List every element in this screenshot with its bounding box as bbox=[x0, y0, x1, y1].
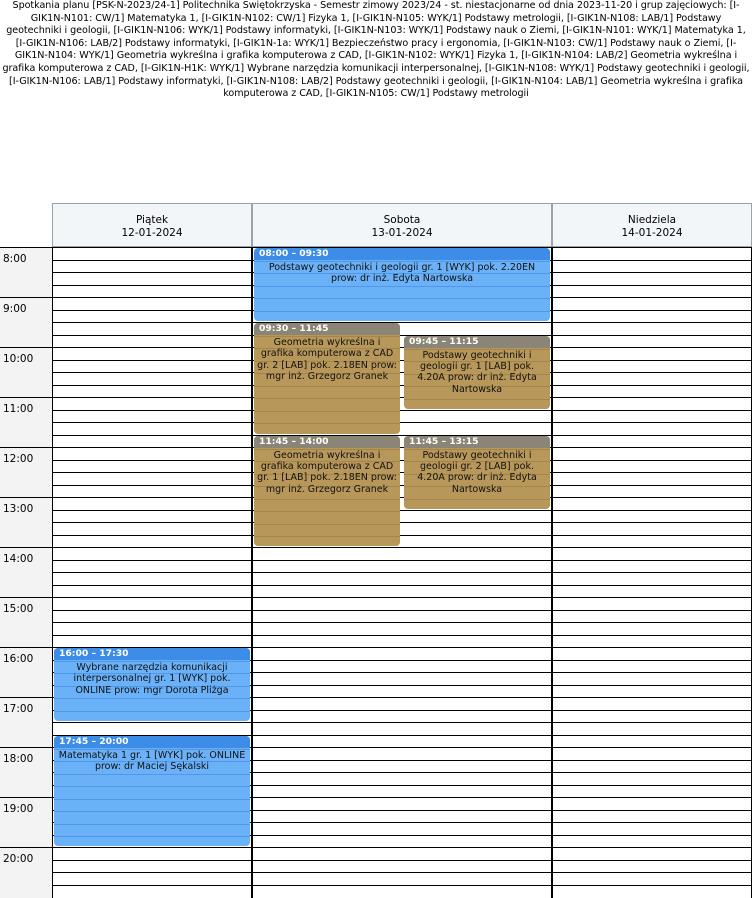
time-slot-line bbox=[253, 547, 551, 548]
event-slot-line bbox=[254, 311, 550, 312]
hour-label: 15:00 bbox=[3, 603, 34, 615]
calendar-event[interactable] bbox=[254, 436, 400, 547]
time-slot-line bbox=[553, 885, 751, 886]
hour-label: 14:00 bbox=[3, 553, 34, 565]
event-time: 11:45 – 13:15 bbox=[404, 436, 550, 448]
time-slot-line bbox=[253, 772, 551, 773]
calendar-event[interactable] bbox=[54, 736, 250, 847]
event-slot-line bbox=[254, 536, 400, 537]
time-slot-line bbox=[553, 260, 751, 261]
event-slot-line bbox=[254, 386, 400, 387]
time-slot-line bbox=[553, 797, 751, 798]
time-slot-line bbox=[553, 522, 751, 523]
event-time: 17:45 – 20:00 bbox=[54, 736, 250, 748]
time-slot-line bbox=[53, 410, 251, 411]
time-slot-line bbox=[253, 560, 551, 561]
hour-label: 20:00 bbox=[3, 853, 34, 865]
hour-label: 16:00 bbox=[3, 653, 34, 665]
time-slot-line bbox=[253, 660, 551, 661]
time-slot-line bbox=[553, 397, 751, 398]
hour-divider bbox=[0, 497, 52, 498]
time-slot-line bbox=[553, 510, 751, 511]
time-slot-line bbox=[253, 735, 551, 736]
hour-divider bbox=[0, 847, 52, 848]
time-slot-line bbox=[553, 360, 751, 361]
time-slot-line bbox=[553, 347, 751, 348]
hour-label: 18:00 bbox=[3, 753, 34, 765]
time-slot-line bbox=[53, 297, 251, 298]
hour-divider bbox=[0, 597, 52, 598]
time-slot-line bbox=[53, 535, 251, 536]
event-description: Geometria wykreślna i grafika komputerowa z CAD gr. 1 [LAB] pok. 2.18EN prow: mgr inż. Grzegorz Granek bbox=[257, 449, 397, 495]
hour-divider bbox=[0, 397, 52, 398]
event-time: 09:45 – 11:15 bbox=[404, 336, 550, 348]
time-slot-line bbox=[553, 310, 751, 311]
event-slot-line bbox=[254, 511, 400, 512]
time-slot-line bbox=[253, 635, 551, 636]
time-slot-line bbox=[53, 585, 251, 586]
day-header bbox=[252, 203, 552, 247]
time-slot-line bbox=[553, 535, 751, 536]
event-slot-line bbox=[254, 298, 550, 299]
time-axis bbox=[0, 247, 52, 898]
event-time: 16:00 – 17:30 bbox=[54, 648, 250, 660]
calendar-event[interactable] bbox=[404, 436, 550, 509]
time-slot-line bbox=[53, 322, 251, 323]
hour-label: 10:00 bbox=[3, 353, 34, 365]
time-slot-line bbox=[553, 847, 751, 848]
event-slot-line bbox=[404, 499, 550, 500]
time-slot-line bbox=[553, 822, 751, 823]
plan-description: Spotkania planu [PSK-N-2023/24-1] Politechnika Świętokrzyska - Semestr zimowy 2023/24 - st. niestacjonarne od dnia 2023-11-20 i grup zajęciowych: [I-GIK1N-N101: CW/1] Matematyka 1, [I-GIK1N-N102: CW/1] Fizyka 1, [I-GIK1N-N105: WYK/1] Podstawy metrologii, [I-GIK1N-N108: LAB/1] Podstawy geotechniki i geologii, [I-GIK1N-N106: WYK/1] Podstawy informatyki, [I-GIK1N-N103: WYK/1] Podstawy nauk o Ziemi, [I-GIK1N-N101: WYK/1] Matematyka 1, [I-GIK1N-N106: LAB/2] Podstawy informatyki, [I-GIK1N-1a: WYK/1] Bezpieczeństwo pracy i ergonomia, [I-GIK1N-N103: CW/1] Podstawy nauk o Ziemi, [I-GIK1N-N104: WYK/1] Geometria wykreślna i grafika komputerowa z CAD, [I-GIK1N-N102: WYK/1] Fizyka 1, [I-GIK1N-N104: LAB/2] Geometria wykreślna i grafika komputerowa z CAD, [I-GIK1N-H1K: WYK/1] Wybrane narzędzia komunikacji interpersonalnej, [I-GIK1N-N108: WYK/1] Podstawy geotechniki i geologii, [I-GIK1N-N106: LAB/1] Podstawy informatyki, [I-GIK1N-N108: LAB/2] Podstawy geotechniki i geologii, [I-GIK1N-N104: LAB/1] Geometria wykreślna i grafika komputerowa z CAD, [I-GIK1N-N105: CW/1] Podstawy metrologii bbox=[2, 0, 750, 100]
time-slot-line bbox=[53, 335, 251, 336]
time-slot-line bbox=[553, 660, 751, 661]
time-slot-line bbox=[553, 322, 751, 323]
time-slot-line bbox=[553, 772, 751, 773]
time-slot-line bbox=[53, 385, 251, 386]
event-slot-line bbox=[254, 398, 400, 399]
day-date: 13-01-2024 bbox=[371, 226, 433, 239]
time-slot-line bbox=[553, 622, 751, 623]
time-slot-line bbox=[53, 247, 251, 248]
time-slot-line bbox=[553, 835, 751, 836]
day-header bbox=[552, 203, 752, 247]
time-slot-line bbox=[553, 547, 751, 548]
event-slot-line bbox=[54, 811, 250, 812]
time-slot-line bbox=[553, 485, 751, 486]
event-slot-line bbox=[54, 824, 250, 825]
time-slot-line bbox=[553, 435, 751, 436]
time-slot-line bbox=[53, 522, 251, 523]
hour-divider bbox=[0, 747, 52, 748]
time-slot-line bbox=[253, 747, 551, 748]
time-slot-line bbox=[53, 347, 251, 348]
time-slot-line bbox=[53, 285, 251, 286]
day-date: 14-01-2024 bbox=[621, 226, 683, 239]
time-slot-line bbox=[553, 860, 751, 861]
calendar-grid bbox=[0, 203, 752, 898]
time-slot-line bbox=[553, 460, 751, 461]
time-slot-line bbox=[53, 372, 251, 373]
time-slot-line bbox=[53, 635, 251, 636]
event-description: Wybrane narzędzia komunikacji interpersonalnej gr. 1 [WYK] pok. ONLINE prow: mgr Dorota Pliżga bbox=[73, 662, 231, 696]
time-slot-line bbox=[553, 597, 751, 598]
event-slot-line bbox=[54, 698, 250, 699]
event-slot-line bbox=[54, 711, 250, 712]
time-slot-line bbox=[53, 722, 251, 723]
time-slot-line bbox=[553, 272, 751, 273]
time-slot-line bbox=[53, 360, 251, 361]
time-slot-line bbox=[53, 572, 251, 573]
time-slot-line bbox=[253, 885, 551, 886]
hour-label: 11:00 bbox=[3, 403, 34, 415]
time-slot-line bbox=[253, 622, 551, 623]
time-slot-line bbox=[253, 585, 551, 586]
hour-divider bbox=[0, 447, 52, 448]
event-description: Geometria wykreślna i grafika komputerowa z CAD gr. 2 [LAB] pok. 2.18EN prow: mgr inż. Grzegorz Granek bbox=[257, 337, 397, 383]
day-name: Niedziela bbox=[627, 214, 677, 226]
time-slot-line bbox=[553, 810, 751, 811]
event-slot-line bbox=[54, 799, 250, 800]
time-slot-line bbox=[53, 885, 251, 886]
calendar-event[interactable] bbox=[254, 248, 550, 321]
time-slot-line bbox=[53, 847, 251, 848]
time-slot-line bbox=[553, 760, 751, 761]
time-slot-line bbox=[53, 460, 251, 461]
event-slot-line bbox=[254, 411, 400, 412]
hour-divider bbox=[0, 797, 52, 798]
time-slot-line bbox=[253, 710, 551, 711]
event-time: 08:00 – 09:30 bbox=[254, 248, 550, 260]
time-slot-line bbox=[553, 685, 751, 686]
time-slot-line bbox=[253, 685, 551, 686]
hour-divider bbox=[0, 347, 52, 348]
time-slot-line bbox=[553, 672, 751, 673]
time-slot-line bbox=[53, 510, 251, 511]
time-slot-line bbox=[553, 872, 751, 873]
time-slot-line bbox=[253, 785, 551, 786]
event-slot-line bbox=[54, 774, 250, 775]
hour-divider bbox=[0, 547, 52, 548]
hour-label: 9:00 bbox=[3, 303, 27, 315]
time-slot-line bbox=[553, 472, 751, 473]
time-slot-line bbox=[553, 735, 751, 736]
day-header bbox=[52, 203, 252, 247]
time-slot-line bbox=[53, 447, 251, 448]
time-slot-line bbox=[553, 422, 751, 423]
time-slot-line bbox=[53, 310, 251, 311]
time-slot-line bbox=[553, 635, 751, 636]
hour-divider bbox=[0, 297, 52, 298]
time-slot-line bbox=[253, 822, 551, 823]
event-description: Matematyka 1 gr. 1 [WYK] pok. ONLINE prow: dr Maciej Sękalski bbox=[58, 749, 246, 772]
time-slot-line bbox=[253, 872, 551, 873]
time-slot-line bbox=[53, 485, 251, 486]
time-slot-line bbox=[553, 372, 751, 373]
time-slot-line bbox=[253, 610, 551, 611]
time-slot-line bbox=[53, 472, 251, 473]
event-slot-line bbox=[254, 423, 400, 424]
event-description: Podstawy geotechniki i geologii gr. 1 [WYK] pok. 2.20EN prow: dr inż. Edyta Nartowska bbox=[268, 262, 536, 285]
time-slot-line bbox=[553, 385, 751, 386]
hour-label: 12:00 bbox=[3, 453, 34, 465]
time-slot-line bbox=[553, 572, 751, 573]
time-slot-line bbox=[253, 810, 551, 811]
hour-label: 17:00 bbox=[3, 703, 34, 715]
day-name: Piątek bbox=[135, 214, 169, 226]
time-slot-line bbox=[53, 272, 251, 273]
time-slot-line bbox=[253, 760, 551, 761]
time-slot-line bbox=[253, 647, 551, 648]
time-slot-line bbox=[53, 622, 251, 623]
time-slot-line bbox=[553, 722, 751, 723]
event-slot-line bbox=[404, 399, 550, 400]
time-slot-line bbox=[553, 497, 751, 498]
hour-label: 19:00 bbox=[3, 803, 34, 815]
time-slot-line bbox=[253, 835, 551, 836]
time-slot-line bbox=[253, 572, 551, 573]
time-slot-line bbox=[53, 560, 251, 561]
hour-label: 8:00 bbox=[3, 253, 27, 265]
time-slot-line bbox=[253, 597, 551, 598]
event-time: 11:45 – 14:00 bbox=[254, 436, 400, 448]
time-slot-line bbox=[553, 285, 751, 286]
event-slot-line bbox=[254, 499, 400, 500]
hour-divider bbox=[0, 697, 52, 698]
time-slot-line bbox=[553, 247, 751, 248]
time-slot-line bbox=[53, 422, 251, 423]
time-slot-line bbox=[53, 497, 251, 498]
day-date: 12-01-2024 bbox=[121, 226, 183, 239]
time-slot-line bbox=[553, 610, 751, 611]
time-slot-line bbox=[553, 297, 751, 298]
event-slot-line bbox=[54, 786, 250, 787]
time-slot-line bbox=[53, 260, 251, 261]
event-slot-line bbox=[254, 286, 550, 287]
time-slot-line bbox=[253, 697, 551, 698]
time-slot-line bbox=[253, 722, 551, 723]
event-description: Podstawy geotechniki i geologii gr. 1 [LAB] pok. 4.20A prow: dr inż. Edyta Nartowska bbox=[417, 349, 537, 395]
time-slot-line bbox=[53, 397, 251, 398]
day-column[interactable] bbox=[552, 247, 752, 898]
time-slot-line bbox=[53, 610, 251, 611]
time-slot-line bbox=[53, 872, 251, 873]
time-slot-line bbox=[253, 847, 551, 848]
hour-divider bbox=[0, 647, 52, 648]
time-slot-line bbox=[553, 560, 751, 561]
time-slot-line bbox=[53, 860, 251, 861]
calendar-event[interactable] bbox=[404, 336, 550, 409]
event-time: 09:30 – 11:45 bbox=[254, 323, 400, 335]
time-slot-line bbox=[253, 672, 551, 673]
time-slot-line bbox=[553, 747, 751, 748]
event-slot-line bbox=[254, 524, 400, 525]
time-slot-line bbox=[553, 335, 751, 336]
calendar-event[interactable] bbox=[54, 648, 250, 721]
time-slot-line bbox=[553, 585, 751, 586]
event-description: Podstawy geotechniki i geologii gr. 2 [LAB] pok. 4.20A prow: dr inż. Edyta Nartowska bbox=[417, 449, 537, 495]
calendar-event[interactable] bbox=[254, 323, 400, 434]
time-slot-line bbox=[253, 797, 551, 798]
time-slot-line bbox=[53, 597, 251, 598]
time-slot-line bbox=[553, 447, 751, 448]
time-slot-line bbox=[553, 710, 751, 711]
time-slot-line bbox=[53, 547, 251, 548]
day-name: Sobota bbox=[383, 214, 421, 226]
time-slot-line bbox=[553, 647, 751, 648]
event-slot-line bbox=[54, 836, 250, 837]
hour-divider bbox=[0, 247, 52, 248]
time-slot-line bbox=[553, 410, 751, 411]
time-slot-line bbox=[253, 860, 551, 861]
time-slot-line bbox=[553, 697, 751, 698]
time-slot-line bbox=[553, 785, 751, 786]
hour-label: 13:00 bbox=[3, 503, 34, 515]
time-slot-line bbox=[53, 435, 251, 436]
